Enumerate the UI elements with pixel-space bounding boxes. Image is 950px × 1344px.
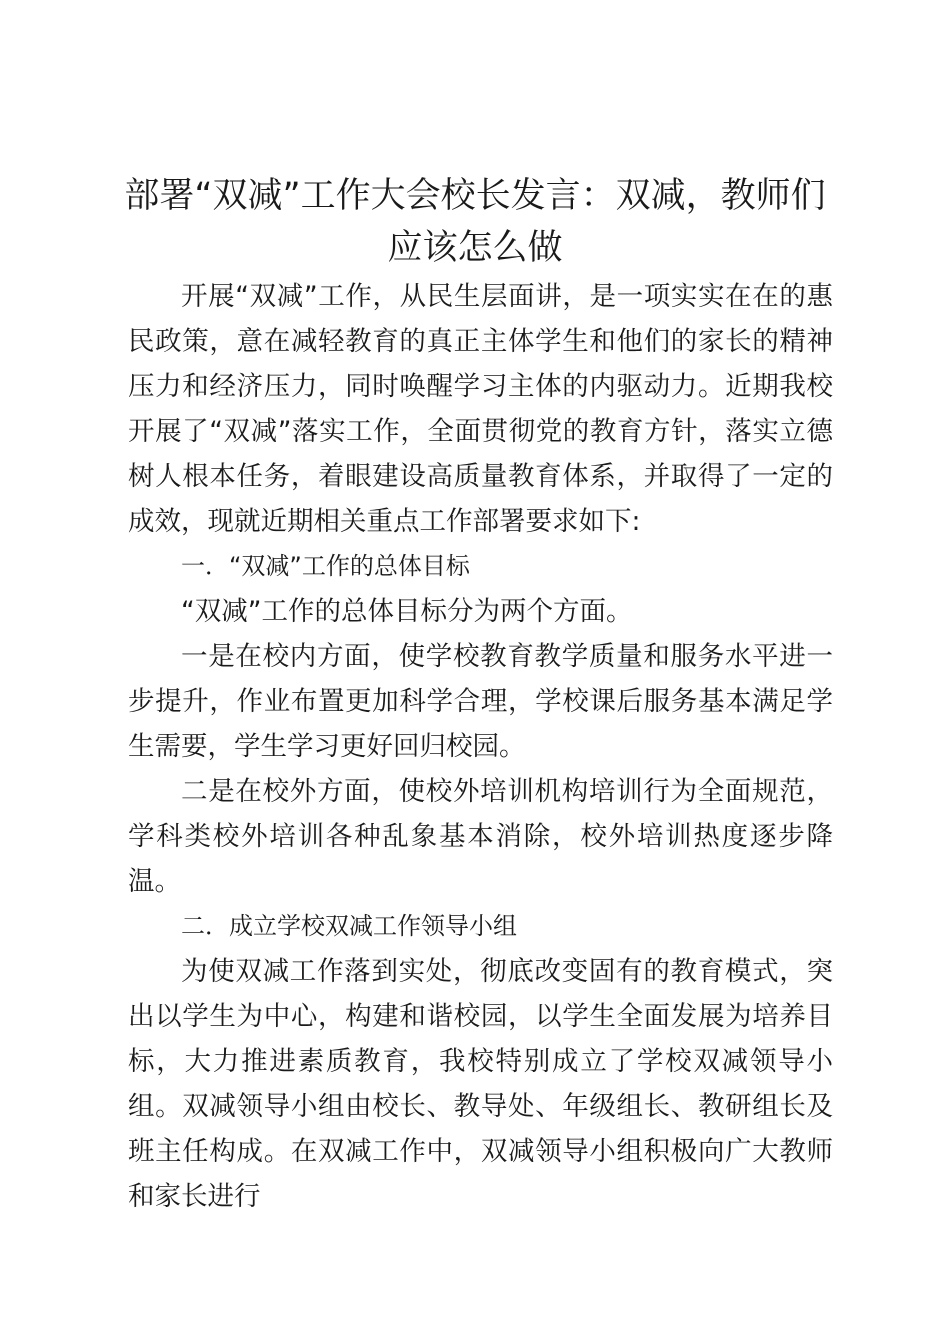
document-title: 部署“双减”工作大会校长发言：双减，教师们应该怎么做	[124, 176, 826, 268]
paragraph-goal-in-school: 一是在校内方面，使学校教育教学质量和服务水平进一步提升，作业布置更加科学合理，学校课后服务基本满足学生需要，学生学习更好回归校园。	[128, 641, 833, 762]
section-heading-2: 二．成立学校双减工作领导小组	[181, 912, 517, 940]
paragraph-goal-off-campus: 二是在校外方面，使校外培训机构培训行为全面规范，学科类校外培训各种乱象基本消除，校外培训热度逐步降温。	[128, 776, 833, 897]
paragraph-goal-summary: “双减”工作的总体目标分为两个方面。	[181, 596, 633, 627]
paragraph-intro: 开展“双减”工作，从民生层面讲，是一项实实在在的惠民政策，意在减轻教育的真正主体学生和他们的家长的精神压力和经济压力，同时唤醒学习主体的内驱动力。近期我校开展了“双减”落实工作，全面贯彻党的教育方针，落实立德树人根本任务，着眼建设高质量教育体系，并取得了一定的成效，现就近期相关重点工作部署要求如下:	[128, 281, 833, 537]
paragraph-leadership-group: 为使双减工作落到实处，彻底改变固有的教育模式，突出以学生为中心，构建和谐校园，以学生全面发展为培养目标，大力推进素质教育，我校特别成立了学校双减领导小组。双减领导小组由校长、教导处、年级组长、教研组长及班主任构成。在双减工作中，双减领导小组积极向广大教师和家长进行	[128, 956, 833, 1212]
document-body	[128, 274, 833, 1219]
section-heading-1: 一．“双减”工作的总体目标	[181, 552, 470, 580]
